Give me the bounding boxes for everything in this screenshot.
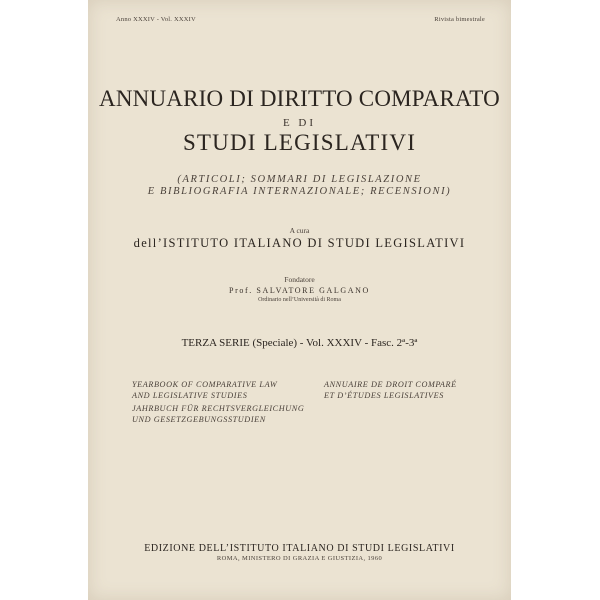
german-title-line2: UND GESETZGEBUNGSSTUDIEN bbox=[132, 415, 266, 424]
journal-cover bbox=[88, 0, 511, 600]
editor-label: A cura bbox=[289, 226, 310, 235]
english-title-line2: AND LEGISLATIVE STUDIES bbox=[132, 391, 248, 400]
subtitle-line2: E BIBLIOGRAFIA INTERNAZIONALE; RECENSIONI) bbox=[147, 186, 452, 197]
english-title-line1: YEARBOOK OF COMPARATIVE LAW bbox=[132, 380, 278, 389]
founder-label: Fondatore bbox=[284, 275, 315, 284]
volume-header: Anno XXXIV - Vol. XXXIV bbox=[116, 16, 196, 23]
french-title-line1: ANNUAIRE DE DROIT COMPARÉ bbox=[324, 380, 457, 389]
periodicity-header: Rivista bimestrale bbox=[434, 16, 485, 23]
founder-name: Prof. SALVATORE GALGANO bbox=[229, 286, 370, 295]
journal-title-line2: STUDI LEGISLATIVI bbox=[182, 130, 417, 155]
founder-role: Ordinario nell’Università di Roma bbox=[258, 297, 341, 303]
series-volume-line: TERZA SERIE (Speciale) - Vol. XXXIV - Fasc. 2ª-3ª bbox=[181, 337, 418, 349]
journal-title-connector: E DI bbox=[282, 117, 317, 129]
publisher-line: EDIZIONE DELL’ISTITUTO ITALIANO DI STUDI LEGISLATIVI bbox=[144, 543, 455, 554]
journal-title-line1: ANNUARIO DI DIRITTO COMPARATO bbox=[99, 86, 500, 111]
publication-place-line: ROMA, MINISTERO DI GRAZIA E GIUSTIZIA, 1960 bbox=[216, 555, 383, 562]
french-title-line2: ET D’ÉTUDES LEGISLATIVES bbox=[324, 391, 444, 400]
subtitle-line1: (ARTICOLI; SOMMARI DI LEGISLAZIONE bbox=[177, 174, 422, 185]
german-title-line1: JAHRBUCH FÜR RECHTSVERGLEICHUNG bbox=[132, 404, 305, 413]
editor-institute: dell’ISTITUTO ITALIANO DI STUDI LEGISLATIVI bbox=[133, 236, 466, 250]
